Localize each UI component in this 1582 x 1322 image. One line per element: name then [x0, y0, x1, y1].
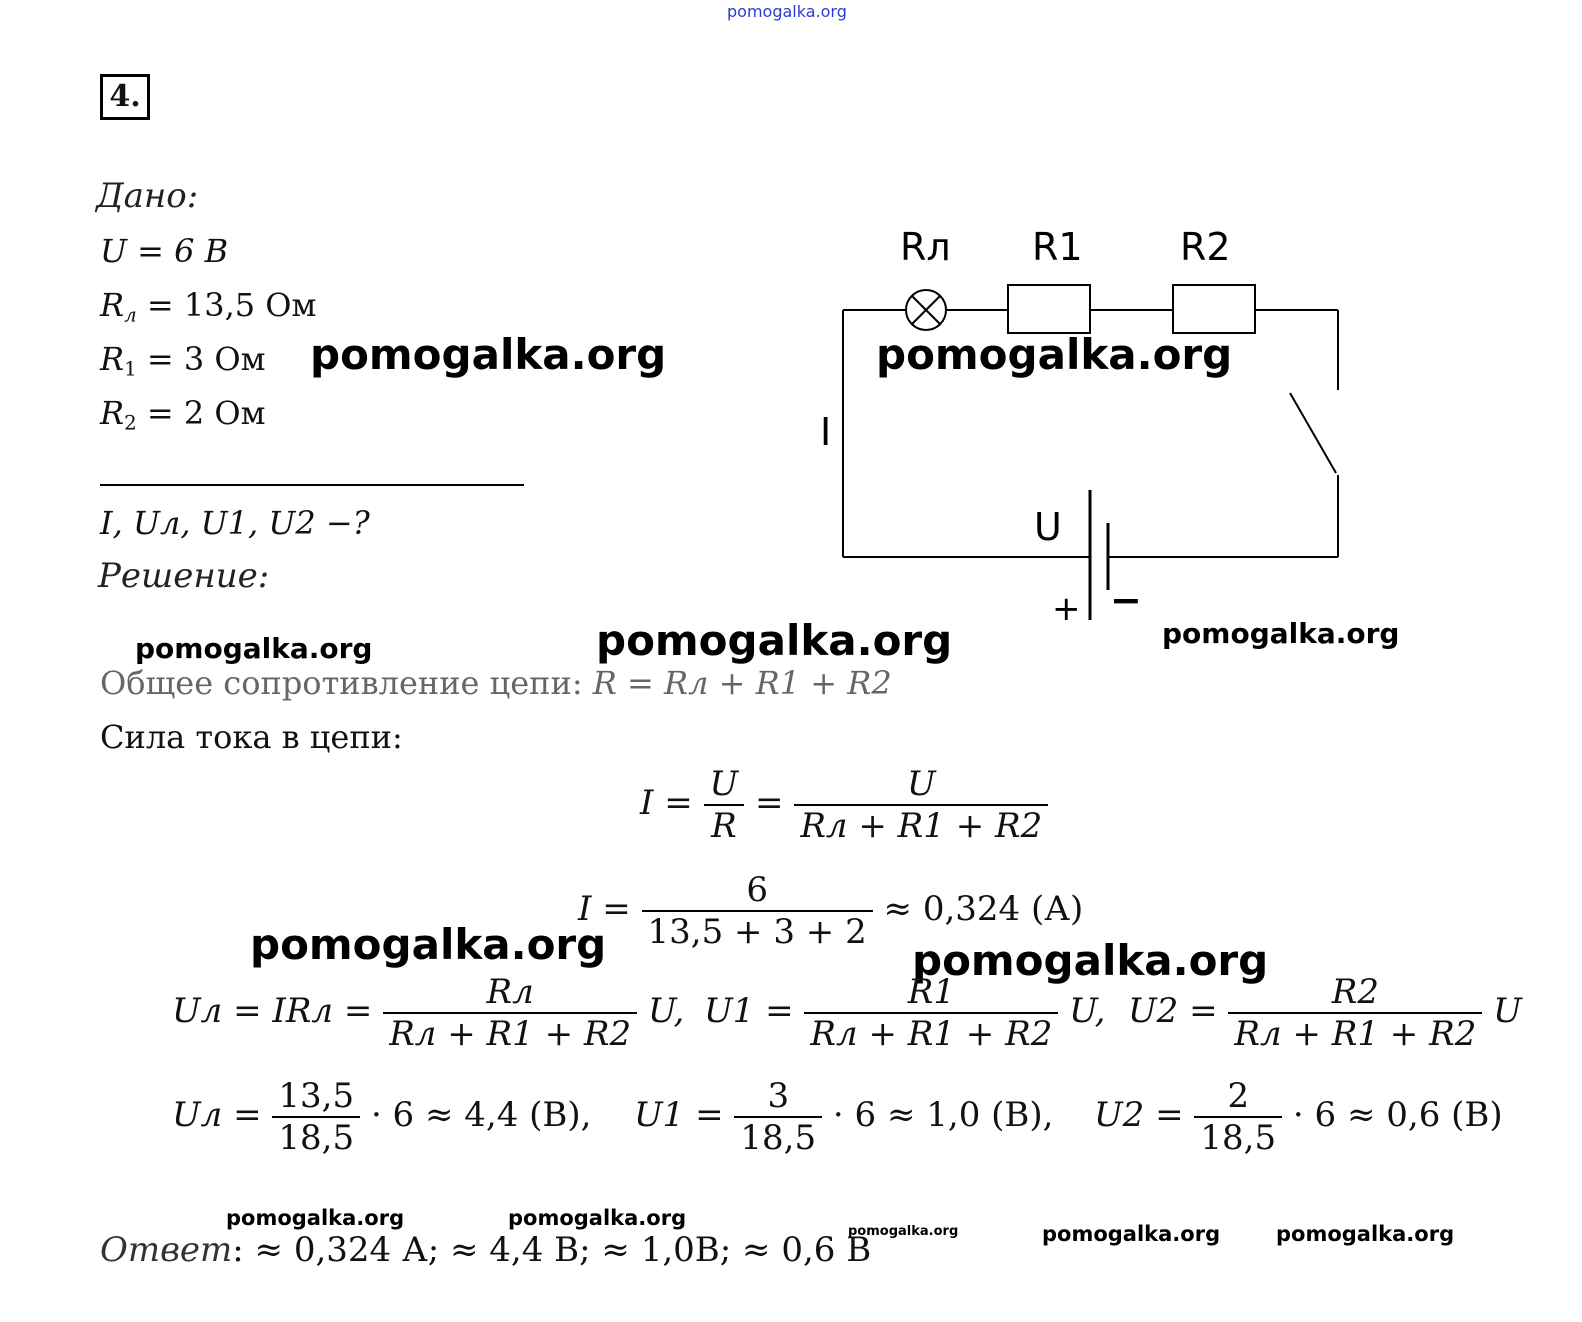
current-heading: Сила тока в цепи:	[100, 718, 403, 756]
watermark: pomogalka.org	[876, 330, 1233, 379]
given-r2: $R_2 = 2$ Ом	[100, 394, 266, 435]
resistor-r2	[1173, 285, 1255, 333]
solution-heading: Решение:	[98, 556, 270, 596]
watermark: pomogalka.org	[310, 330, 667, 379]
given-heading: Дано:	[96, 176, 199, 216]
total-resistance-line: Общее сопротивление цепи: R = Rл + R1 + R2	[100, 664, 892, 702]
lamp-voltage-formula: Uл = IRл = $\frac{Rл}{Rл + R1 + R2}$ U,	[172, 972, 685, 1054]
given-divider	[100, 484, 524, 486]
watermark: pomogalka.org	[1276, 1222, 1455, 1246]
watermark: pomogalka.org	[250, 920, 607, 969]
label-lamp: Rл	[900, 225, 951, 269]
r1-voltage-value: U1 = $\frac{3}{18,5}$ · 6 ≈ 1,0 (В),	[634, 1076, 1054, 1158]
watermark: pomogalka.org	[508, 1206, 687, 1230]
find-line: I, Uл, U1, U2 −?	[100, 504, 370, 542]
label-r1: R1	[1032, 225, 1083, 269]
current-value-formula: I = $\frac{6}{13,5 + 3 + 2}$ ≈ 0,324 (А)	[578, 870, 1084, 952]
given-r1: $R_1 = 3$ Ом	[100, 340, 266, 381]
watermark: pomogalka.org	[1042, 1222, 1221, 1246]
watermark: pomogalka.org	[596, 616, 953, 665]
given-voltage: U = 6 В	[100, 232, 229, 270]
watermark: pomogalka.org	[912, 936, 1269, 985]
lamp-voltage-value: Uл = $\frac{13,5}{18,5}$ · 6 ≈ 4,4 (В),	[172, 1076, 592, 1158]
label-plus: +	[1052, 589, 1081, 629]
task-number: 4.	[100, 74, 150, 120]
watermark: pomogalka.org	[226, 1206, 405, 1230]
current-general-formula: I = $\frac{U}{R}$ = $\frac{U}{Rл + R1 + R2}$	[640, 764, 1048, 846]
label-minus: −	[1110, 578, 1142, 622]
resistor-r1	[1008, 285, 1090, 333]
watermark: pomogalka.org	[135, 632, 373, 665]
lamp-icon	[906, 290, 946, 330]
watermark: pomogalka.org	[1162, 617, 1400, 650]
answer-line: Ответ: ≈ 0,324 А; ≈ 4,4 В; ≈ 1,0В; ≈ 0,6 В	[100, 1230, 872, 1270]
r2-voltage-formula: U2 = $\frac{R2}{Rл + R1 + R2}$ U	[1128, 972, 1522, 1054]
r2-voltage-value: U2 = $\frac{2}{18,5}$ · 6 ≈ 0,6 (В)	[1094, 1076, 1503, 1158]
r1-voltage-formula: U1 = $\frac{R1}{Rл + R1 + R2}$ U,	[704, 972, 1106, 1054]
watermark: pomogalka.org	[848, 1224, 959, 1239]
label-voltage: U	[1034, 505, 1062, 549]
site-header: pomogalka.org	[727, 2, 847, 21]
given-lamp-resistance: Rл = 13,5 Ом	[100, 286, 317, 327]
circuit-diagram	[790, 215, 1370, 635]
label-r2: R2	[1180, 225, 1231, 269]
label-current: I	[820, 410, 832, 454]
battery-icon	[1090, 490, 1108, 620]
